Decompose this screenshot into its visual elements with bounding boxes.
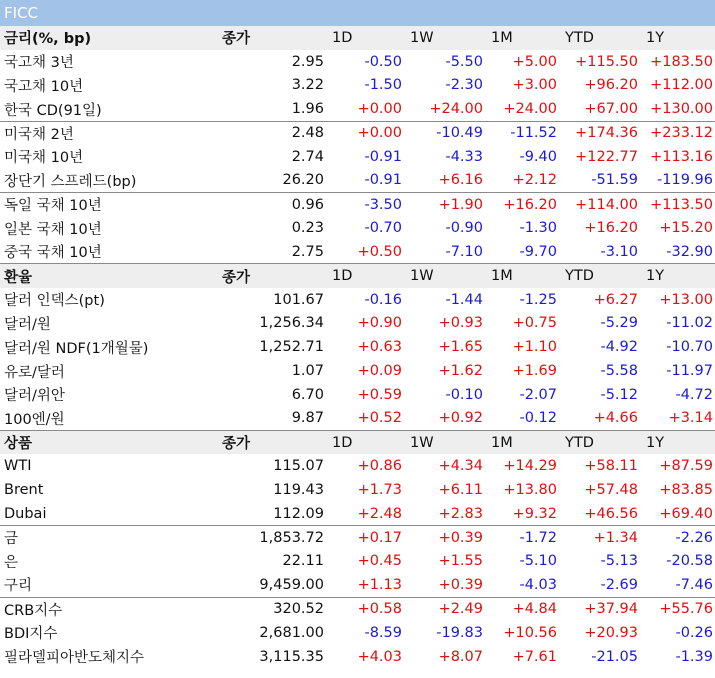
change-1y: -119.96 — [657, 172, 713, 189]
table-row — [0, 335, 715, 359]
change-1m: -5.10 — [519, 553, 557, 570]
change-1w: -0.90 — [445, 220, 483, 237]
change-1w: -5.50 — [445, 53, 483, 70]
market-table — [0, 26, 715, 669]
change-1d: +0.45 — [357, 553, 402, 570]
table-row — [0, 597, 715, 621]
change-1w: +0.39 — [404, 526, 485, 550]
table-row — [0, 240, 715, 264]
change-1m: +5.00 — [512, 53, 557, 70]
close-value: 6.70 — [291, 386, 324, 403]
column-header: 1D — [326, 264, 404, 288]
change-1d: -1.50 — [364, 77, 402, 94]
column-header: 1D — [326, 26, 404, 50]
item-name: 달러/원 NDF(1개월물) — [4, 340, 149, 357]
change-1w: -7.10 — [445, 243, 483, 260]
change-1y: +233.12 — [640, 121, 715, 145]
item-name: 유로/달러 — [4, 364, 65, 381]
change-1m: -1.25 — [519, 291, 557, 308]
change-1m: -1.30 — [519, 220, 557, 237]
change-ytd: +58.11 — [584, 458, 638, 475]
change-ytd: +57.48 — [584, 482, 638, 499]
change-1y: +15.20 — [659, 220, 713, 237]
close-value: 0.23 — [291, 220, 324, 237]
change-1d: +0.50 — [357, 243, 402, 260]
close-value: 1,252.71 — [259, 339, 324, 356]
table-row — [0, 550, 715, 574]
column-header: YTD — [559, 26, 640, 50]
close-value: 112.09 — [273, 505, 324, 522]
item-name: 독일 국채 10년 — [0, 193, 218, 217]
change-1y: +183.50 — [650, 53, 713, 70]
change-ytd: +67.00 — [584, 101, 638, 118]
item-name: 한국 CD(91일) — [4, 102, 102, 119]
change-1d: +0.00 — [357, 101, 402, 118]
change-1m: +10.56 — [503, 624, 557, 641]
column-header: 1Y — [640, 264, 715, 288]
change-1m: -0.12 — [519, 410, 557, 427]
close-value: 9.87 — [291, 410, 324, 427]
change-1d: +0.52 — [357, 410, 402, 427]
change-1d: +2.48 — [357, 505, 402, 522]
change-1y: +69.40 — [659, 505, 713, 522]
change-1d: +0.90 — [357, 315, 402, 332]
change-1w: -4.33 — [445, 148, 483, 165]
column-header: 종가 — [218, 264, 326, 288]
item-name: CRB지수 — [0, 597, 218, 621]
close-value: 101.67 — [273, 291, 324, 308]
change-1m: +7.61 — [512, 648, 557, 665]
table-row — [0, 454, 715, 478]
table-row — [0, 407, 715, 431]
table-row — [0, 121, 715, 145]
item-name: 구리 — [4, 578, 33, 595]
change-1d: +0.58 — [326, 597, 404, 621]
close-value: 9,459.00 — [259, 576, 324, 593]
close-value: 2.95 — [291, 53, 324, 70]
change-1y: +113.16 — [650, 148, 713, 165]
change-1y: -20.58 — [666, 553, 713, 570]
change-1d: -0.70 — [364, 220, 402, 237]
close-value: 3,115.35 — [259, 648, 324, 665]
table-row — [0, 359, 715, 383]
change-1y: +55.76 — [640, 597, 715, 621]
table-row — [0, 50, 715, 74]
change-1w: +2.49 — [404, 597, 485, 621]
item-name: Brent — [4, 482, 44, 499]
item-name: 미국채 2년 — [0, 121, 218, 145]
section-header — [0, 431, 715, 455]
column-header: YTD — [559, 431, 640, 455]
panel-title: FICC — [0, 0, 715, 26]
item-name: BDI지수 — [4, 626, 58, 643]
change-1d: +0.09 — [357, 363, 402, 380]
table-row — [0, 193, 715, 217]
item-name: 달러/위안 — [4, 388, 65, 405]
change-1d: +0.17 — [326, 526, 404, 550]
table-row — [0, 288, 715, 312]
change-1w: +1.62 — [438, 363, 483, 380]
change-1d: +4.03 — [357, 648, 402, 665]
change-1d: +1.13 — [357, 576, 402, 593]
change-1m: -4.03 — [519, 576, 557, 593]
change-1m: +2.12 — [512, 172, 557, 189]
change-1m: -2.07 — [519, 386, 557, 403]
item-name: Dubai — [4, 505, 47, 522]
change-1y: +112.00 — [650, 77, 713, 94]
change-1m: +13.80 — [503, 482, 557, 499]
table-row — [0, 645, 715, 669]
change-1y: +83.85 — [659, 482, 713, 499]
change-1w: +6.11 — [438, 482, 483, 499]
change-1w: -2.30 — [445, 77, 483, 94]
change-1y: +87.59 — [659, 458, 713, 475]
column-header: 1M — [485, 264, 559, 288]
change-1y: +113.50 — [640, 193, 715, 217]
change-1d: -0.91 — [364, 148, 402, 165]
column-header: 1W — [404, 26, 485, 50]
close-value: 119.43 — [273, 482, 324, 499]
table-row — [0, 145, 715, 169]
table-row — [0, 169, 715, 193]
change-1d: -0.16 — [364, 291, 402, 308]
close-value: 26.20 — [282, 172, 324, 189]
change-1d: +0.00 — [326, 121, 404, 145]
change-1w: +0.93 — [438, 315, 483, 332]
change-ytd: -5.58 — [600, 363, 638, 380]
change-ytd: -2.69 — [600, 576, 638, 593]
item-name: 장단기 스프레드(bp) — [4, 173, 137, 190]
close-value: 1.07 — [291, 363, 324, 380]
table-row — [0, 526, 715, 550]
change-ytd: +174.36 — [559, 121, 640, 145]
change-1d: +1.73 — [357, 482, 402, 499]
table-row — [0, 573, 715, 597]
section-title: 상품 — [0, 431, 218, 455]
change-1y: +3.14 — [668, 410, 713, 427]
change-1w: -1.44 — [445, 291, 483, 308]
change-ytd: -4.92 — [600, 339, 638, 356]
table-row — [0, 478, 715, 502]
change-ytd: +4.66 — [593, 410, 638, 427]
change-1w: +24.00 — [429, 101, 483, 118]
close-value: 115.07 — [273, 458, 324, 475]
change-1y: -0.26 — [675, 624, 713, 641]
change-1m: +0.75 — [512, 315, 557, 332]
item-name: 국고채 3년 — [4, 55, 74, 72]
change-ytd: +115.50 — [575, 53, 638, 70]
change-1y: -11.02 — [666, 315, 713, 332]
table-row — [0, 216, 715, 240]
change-1d: -0.91 — [364, 172, 402, 189]
change-1w: +6.16 — [438, 172, 483, 189]
change-1m: -9.40 — [519, 148, 557, 165]
change-1w: +1.55 — [438, 553, 483, 570]
column-header: 1M — [485, 431, 559, 455]
change-ytd: -21.05 — [591, 648, 638, 665]
change-1y: +13.00 — [659, 291, 713, 308]
change-1w: +4.34 — [438, 458, 483, 475]
close-value: 320.52 — [218, 597, 326, 621]
change-1m: -11.52 — [485, 121, 559, 145]
section-header — [0, 26, 715, 50]
change-1m: +14.29 — [503, 458, 557, 475]
change-1m: -1.72 — [485, 526, 559, 550]
table-row — [0, 383, 715, 407]
column-header: 종가 — [218, 431, 326, 455]
close-value: 2.48 — [218, 121, 326, 145]
item-name: 달러/원 — [4, 316, 51, 333]
column-header: 1W — [404, 264, 485, 288]
change-1y: +130.00 — [650, 101, 713, 118]
change-ytd: +37.94 — [559, 597, 640, 621]
item-name: WTI — [4, 458, 32, 475]
column-header: 1M — [485, 26, 559, 50]
table-row — [0, 502, 715, 526]
column-header: 1Y — [640, 431, 715, 455]
close-value: 0.96 — [218, 193, 326, 217]
change-1m: +24.00 — [503, 101, 557, 118]
close-value: 22.11 — [282, 553, 324, 570]
close-value: 3.22 — [291, 77, 324, 94]
table-row — [0, 97, 715, 121]
change-1m: +1.69 — [512, 363, 557, 380]
change-ytd: -3.10 — [600, 243, 638, 260]
change-1y: -10.70 — [666, 339, 713, 356]
section-title: 금리(%, bp) — [0, 26, 218, 50]
change-ytd: +96.20 — [584, 77, 638, 94]
change-1w: -10.49 — [404, 121, 485, 145]
change-1y: -2.26 — [640, 526, 715, 550]
change-ytd: +1.34 — [559, 526, 640, 550]
change-1m: +3.00 — [512, 77, 557, 94]
close-value: 1,256.34 — [259, 315, 324, 332]
change-1m: +9.32 — [512, 505, 557, 522]
item-name: 중국 국채 10년 — [4, 245, 102, 262]
close-value: 2.75 — [291, 243, 324, 260]
change-1d: +0.59 — [357, 386, 402, 403]
change-ytd: -5.12 — [600, 386, 638, 403]
table-row — [0, 312, 715, 336]
change-1w: +2.83 — [438, 505, 483, 522]
change-1w: +0.39 — [438, 576, 483, 593]
column-header: YTD — [559, 264, 640, 288]
change-ytd: -5.29 — [600, 315, 638, 332]
change-1y: -4.72 — [675, 386, 713, 403]
item-name: 필라델피아반도체지수 — [4, 650, 145, 667]
change-1y: -32.90 — [666, 243, 713, 260]
change-1w: -0.10 — [445, 386, 483, 403]
change-ytd: -5.13 — [600, 553, 638, 570]
close-value: 1,853.72 — [218, 526, 326, 550]
change-1d: -8.59 — [364, 624, 402, 641]
market-table-body — [0, 26, 715, 669]
change-1d: +0.63 — [357, 339, 402, 356]
change-1w: +0.92 — [438, 410, 483, 427]
change-ytd: +6.27 — [593, 291, 638, 308]
change-ytd: +46.56 — [584, 505, 638, 522]
change-1m: +1.10 — [512, 339, 557, 356]
section-title: 환율 — [0, 264, 218, 288]
change-ytd: -51.59 — [591, 172, 638, 189]
column-header: 1Y — [640, 26, 715, 50]
column-header: 1W — [404, 431, 485, 455]
change-1d: +0.86 — [357, 458, 402, 475]
close-value: 2,681.00 — [259, 624, 324, 641]
change-1w: +8.07 — [438, 648, 483, 665]
close-value: 2.74 — [291, 148, 324, 165]
change-1m: +16.20 — [485, 193, 559, 217]
change-1y: -11.97 — [666, 363, 713, 380]
column-header: 종가 — [218, 26, 326, 50]
item-name: 100엔/원 — [4, 411, 65, 428]
change-1y: -7.46 — [675, 576, 713, 593]
change-1d: -0.50 — [364, 53, 402, 70]
table-row — [0, 621, 715, 645]
item-name: 미국채 10년 — [4, 150, 84, 167]
column-header: 1D — [326, 431, 404, 455]
item-name: 달러 인덱스(pt) — [4, 293, 105, 310]
table-row — [0, 74, 715, 98]
change-1y: -1.39 — [675, 648, 713, 665]
close-value: 1.96 — [291, 101, 324, 118]
change-1m: -9.70 — [519, 243, 557, 260]
item-name: 일본 국채 10년 — [4, 221, 102, 238]
change-1w: +1.65 — [438, 339, 483, 356]
change-ytd: +114.00 — [559, 193, 640, 217]
item-name: 은 — [4, 554, 19, 571]
section-header — [0, 264, 715, 288]
item-name: 국고채 10년 — [4, 78, 84, 95]
change-1d: -3.50 — [326, 193, 404, 217]
change-ytd: +122.77 — [575, 148, 638, 165]
change-1w: +1.90 — [404, 193, 485, 217]
item-name: 금 — [0, 526, 218, 550]
change-1m: +4.84 — [485, 597, 559, 621]
change-ytd: +16.20 — [584, 220, 638, 237]
change-1w: -19.83 — [436, 624, 483, 641]
change-ytd: +20.93 — [584, 624, 638, 641]
